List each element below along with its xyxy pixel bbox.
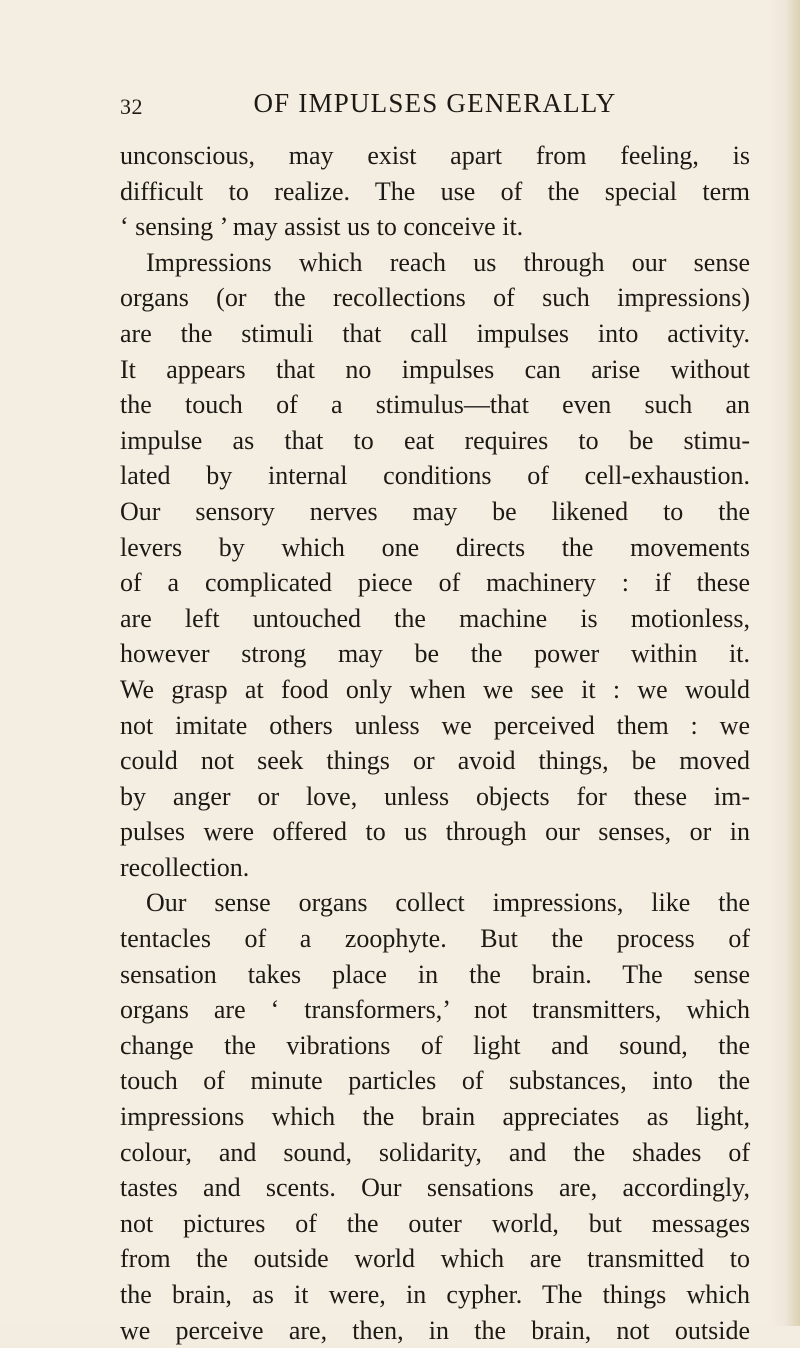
text-line: of a complicated piece of machinery : if these — [120, 568, 750, 598]
text-line: we perceive are, then, in the brain, not outside — [120, 1315, 750, 1345]
page-number: 32 — [120, 94, 143, 119]
text-line: difficult to realize. The use of the special term — [120, 176, 750, 206]
text-line: impressions which the brain appreciates as light, — [120, 1102, 750, 1132]
text-line: could not seek things or avoid things, be moved — [120, 746, 750, 776]
text-line: lated by internal conditions of cell-exhaustion. — [120, 461, 750, 491]
text-line: unconscious, may exist apart from feeling, is — [120, 141, 750, 170]
text-line: the touch of a stimulus—that even such an — [120, 390, 750, 420]
text-line: sensation takes place in the brain. The sense — [120, 959, 750, 989]
text-line: the brain, as it were, in cypher. The things which — [120, 1280, 750, 1309]
text-line: are left untouched the machine is motionless, — [120, 603, 750, 633]
page-header — [120, 88, 750, 128]
text-line: touch of minute particles of substances, into the — [120, 1066, 750, 1096]
text-line: We grasp at food only when we see it : we would — [120, 674, 750, 704]
text-line: levers by which one directs the movements — [120, 532, 750, 562]
text-line: from the outside world which are transmitted to — [120, 1244, 750, 1274]
text-line: ‘ sensing ’ may assist us to conceive it. — [120, 212, 524, 242]
running-head: OF IMPULSES GENERALLY — [253, 88, 617, 118]
text-line: change the vibrations of light and sound, the — [120, 1030, 750, 1060]
paragraph-3 — [120, 885, 750, 1348]
text-line: impulse as that to eat requires to be stimu- — [120, 425, 750, 455]
text-line: pulses were offered to us through our senses, or in — [120, 817, 750, 847]
paragraph-2 — [120, 245, 750, 886]
text-line: however strong may be the power within it. — [120, 639, 750, 669]
text-line: not imitate others unless we perceived them : we — [120, 710, 750, 740]
text-line: tastes and scents. Our sensations are, accordingly, — [120, 1173, 750, 1203]
body-text — [120, 138, 750, 1348]
text-line: colour, and sound, solidarity, and the shades of — [120, 1137, 750, 1167]
text-line: Our sense organs collect impressions, like the — [146, 888, 750, 918]
page-edge-shadow — [786, 0, 800, 1326]
text-line: tentacles of a zoophyte. But the process of — [120, 924, 750, 954]
text-line: recollection. — [120, 852, 250, 882]
text-line: Impressions which reach us through our sense — [146, 247, 750, 277]
text-line: not pictures of the outer world, but messages — [120, 1208, 750, 1238]
text-line: are the stimuli that call impulses into activity. — [120, 318, 750, 348]
text-line: It appears that no impulses can arise without — [120, 354, 750, 384]
paragraph-1 — [120, 138, 750, 245]
text-line: organs (or the recollections of such impressions) — [120, 283, 750, 313]
text-line: organs are ‘ transformers,’ not transmitters, which — [120, 995, 750, 1025]
text-line: Our sensory nerves may be likened to the — [120, 496, 750, 526]
text-line: by anger or love, unless objects for these im- — [120, 781, 750, 811]
